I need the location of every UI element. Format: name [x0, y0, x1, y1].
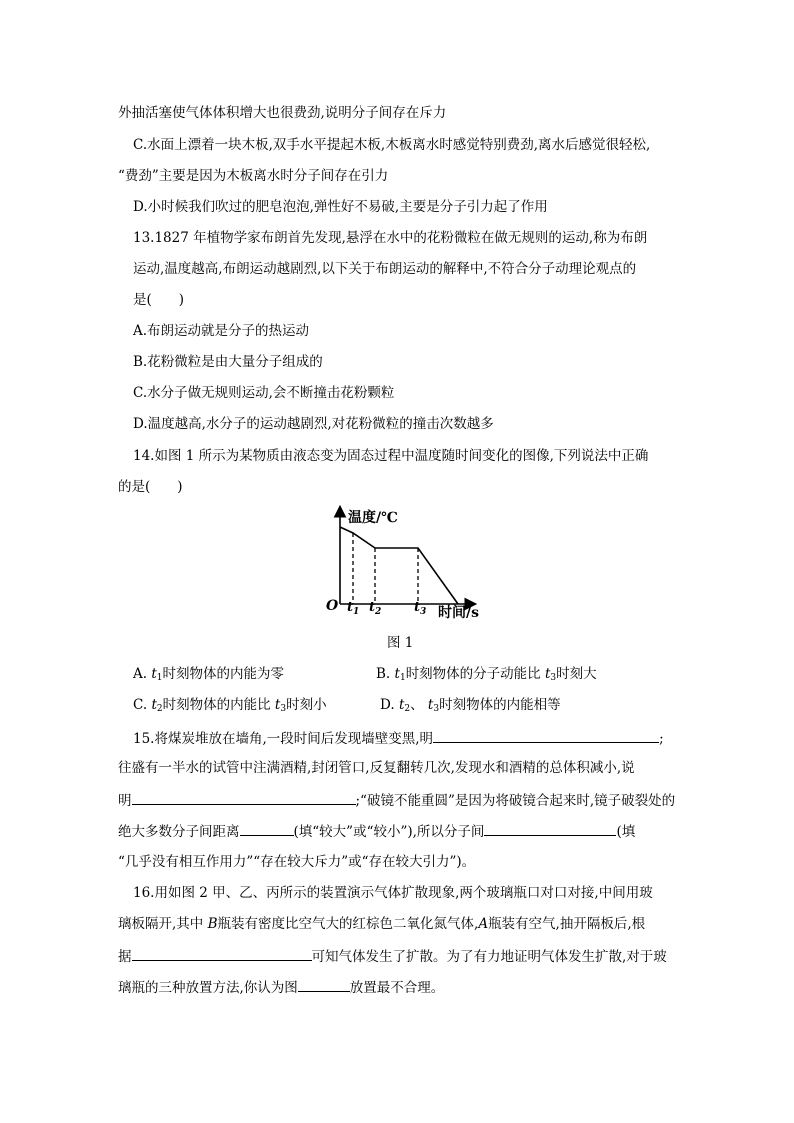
q13-option-c: C.水分子做无规则运动,会不断撞击花粉颗粒 — [133, 385, 395, 401]
q15-line2: 往盛有一半水的试管中注满酒精,封闭管口,反复翻转几次,发现水和酒精的总体积减小,说 — [118, 760, 635, 776]
q13-option-a: A.布朗运动就是分子的热运动 — [133, 323, 310, 339]
q15-blank-3[interactable] — [240, 820, 294, 836]
temperature-curve — [340, 527, 458, 604]
q16-line1: 16.用如图 2 甲、乙、丙所示的装置演示气体扩散现象,两个玻璃瓶口对口对接,中间用玻 — [133, 885, 653, 901]
q15-line4: 绝大多数分子间距离 (填“较大”或“较小”),所以分子间 (填 — [118, 820, 635, 842]
q13-stem-line1: 13.1827 年植物学家布朗首先发现,悬浮在水中的花粉微粒在做无规则的运动,称为布朗 — [133, 230, 648, 246]
q16-blank-1[interactable] — [132, 945, 312, 961]
q16-line2: 璃板隔开,其中 B瓶装有密度比空气大的红棕色二氧化氮气体,A瓶装有空气,抽开隔板后,根 — [118, 916, 646, 932]
t1-label: $t_1$ — [347, 600, 360, 617]
q15-line1: 15.将煤炭堆放在墙角,一段时间后发现墙壁变黑,明 ; — [133, 727, 664, 749]
q14-stem-line1: 14.如图 1 所示为某物质由液态变为固态过程中温度随时间变化的图像,下列说法中正确 — [133, 448, 649, 464]
y-axis-label: 温度/℃ — [348, 510, 398, 526]
q14-stem-line2: 的是( ) — [118, 479, 183, 495]
q14-option-a: A. $t_1$时刻物体的内能为零 — [133, 666, 285, 683]
q12-option-c: C.水面上漂着一块木板,双手水平提起木板,木板离水时感觉特别费劲,离水后感觉很轻松, — [133, 137, 651, 153]
q13-stem-line3: 是( ) — [133, 292, 185, 308]
q14-option-c: C. $t_2$时刻物体的内能比 $t_3$时刻小 — [133, 697, 327, 714]
q16-line4: 璃瓶的三种放置方法,你认为图 放置最不合理。 — [118, 976, 444, 998]
figure-caption: 图 1 — [387, 635, 414, 651]
q14-option-d: D. $t_2$、 $t_3$时刻物体的内能相等 — [380, 697, 561, 714]
q13-option-d: D.温度越高,水分子的运动越剧烈,对花粉微粒的撞击次数越多 — [133, 416, 494, 432]
q16-line3: 据 可知气体发生了扩散。为了有力地证明气体发生扩散,对于玻 — [118, 945, 667, 967]
q12-option-d: D.小时候我们吹过的肥皂泡泡,弹性好不易破,主要是分子引力起了作用 — [133, 199, 548, 215]
q15-blank-2[interactable] — [132, 789, 356, 805]
q13-option-b: B.花粉微粒是由大量分子组成的 — [133, 354, 323, 370]
q12-b-continuation: 外抽活塞使气体体积增大也很费劲,说明分子间存在斥力 — [118, 105, 447, 121]
q12-option-c-continuation: “费劲”主要是因为木板离水时分子间存在引力 — [118, 168, 389, 184]
q13-stem-line2: 运动,温度越高,布朗运动越剧烈,以下关于布朗运动的解释中,不符合分子动理论观点的 — [133, 261, 637, 277]
q14-option-b: B. $t_1$时刻物体的分子动能比 $t_3$时刻大 — [376, 666, 597, 683]
q15-line3: 明 ;“破镜不能重圆”是因为将破镜合起来时,镜子破裂处的 — [118, 789, 675, 811]
origin-label: O — [326, 598, 339, 614]
q15-blank-4[interactable] — [484, 820, 616, 836]
t2-label: $t_2$ — [369, 600, 382, 617]
temperature-time-graph — [318, 500, 498, 625]
t3-label: $t_3$ — [414, 600, 427, 617]
q15-blank-1[interactable] — [433, 727, 659, 743]
q15-line5: “几乎没有相互作用力”“存在较大斥力”或“存在较大引力”)。 — [118, 854, 476, 870]
q16-blank-2[interactable] — [298, 976, 350, 992]
x-axis-label: 时间/s — [438, 605, 479, 621]
